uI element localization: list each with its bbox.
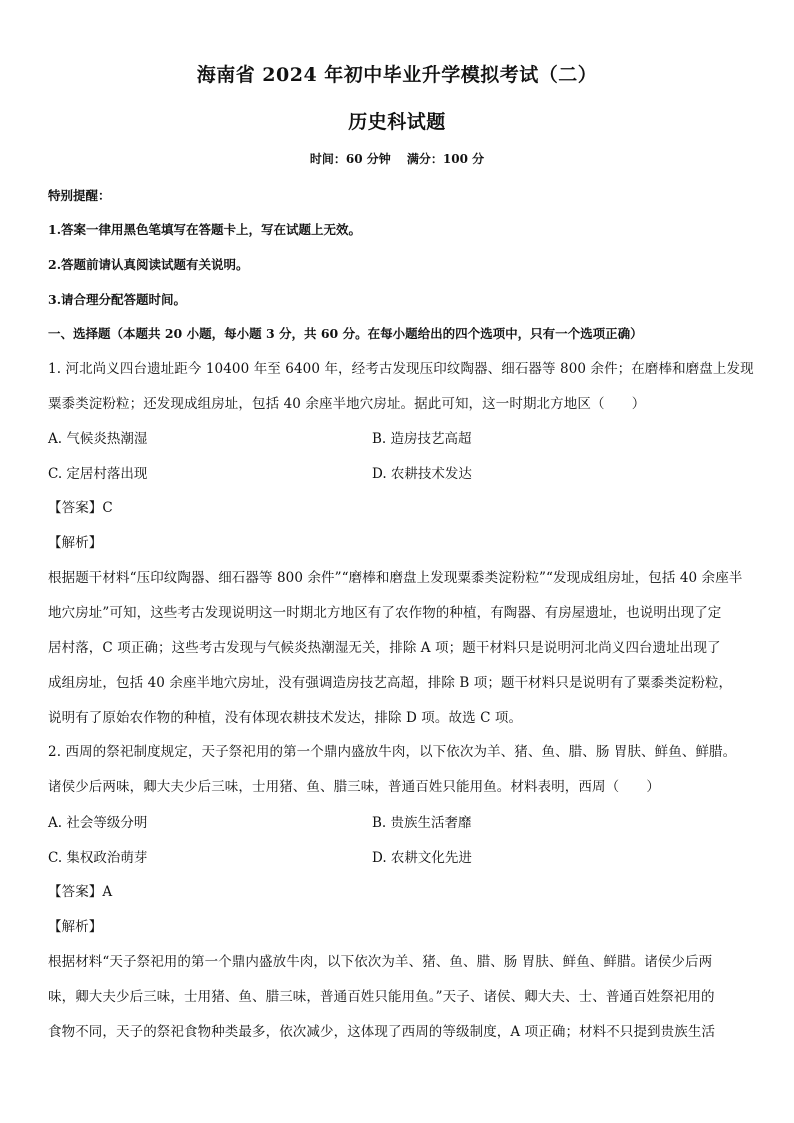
question-1-analysis-line: 成组房址，包括 40 余座半地穴房址，没有强调造房技艺高超，排除 B 项；题干材料只是说明有了粟黍类淀粉粒， xyxy=(48,675,733,691)
exam-score: 满分：100 分 xyxy=(406,152,485,166)
notice-item: 3.请合理分配答题时间。 xyxy=(48,292,187,307)
question-2-analysis-line: 食物不同，天子的祭祀食物种类最多，依次减少，这体现了西周的等级制度，A 项正确；材料不只提到贵族生活 xyxy=(48,1024,716,1040)
question-2-analysis-label: 【解析】 xyxy=(48,919,103,935)
question-1-analysis-label: 【解析】 xyxy=(48,535,103,551)
notice-item: 1.答案一律用黑色笔填写在答题卡上，写在试题上无效。 xyxy=(48,222,362,237)
question-1-option-a: A. 气候炎热潮湿 xyxy=(48,431,148,447)
question-1-analysis-line: 地穴房址”可知，这些考古发现说明这一时期北方地区有了农作物的种植，有陶器、有房屋遗址，也说明出现了定 xyxy=(48,605,722,621)
exam-title: 海南省 2024 年初中毕业升学模拟考试（二） xyxy=(196,64,598,86)
question-1-option-c: C. 定居村落出现 xyxy=(48,466,148,482)
question-1-analysis-line: 居村落，C 项正确；这些考古发现与气候炎热潮湿无关，排除 A 项；题干材料只是说明河北尚义四台遗址出现了 xyxy=(48,640,721,656)
question-1-stem-line: 1. 河北尚义四台遗址距今 10400 年至 6400 年，经考古发现压印纹陶器、细石器等 800 余件；在磨棒和磨盘上发现 xyxy=(48,361,754,377)
question-1-option-b: B. 造房技艺高超 xyxy=(372,431,472,447)
question-2-stem-line: 诸侯少后两味，卿大夫少后三味，士用猪、鱼、腊三味，普通百姓只能用鱼。材料表明，西周（ ） xyxy=(48,779,660,795)
question-2-analysis-line: 根据材料“天子祭祀用的第一个鼎内盛放牛肉，以下依次为羊、猪、鱼、腊、肠 胃肤、鲜鱼、鲜腊。诸侯少后两 xyxy=(48,954,713,970)
section-heading: 一、选择题（本题共 20 小题，每小题 3 分，共 60 分。在每小题给出的四个选项中，只有一个选项正确） xyxy=(48,326,643,341)
notice-heading: 特别提醒： xyxy=(48,188,111,203)
question-1-answer: 【答案】C xyxy=(48,500,113,516)
question-2-answer: 【答案】A xyxy=(48,884,113,900)
question-2-option-d: D. 农耕文化先进 xyxy=(372,850,472,866)
question-1-analysis-line: 说明有了原始农作物的种植，没有体现农耕技术发达，排除 D 项。故选 C 项。 xyxy=(48,710,523,726)
question-2-option-a: A. 社会等级分明 xyxy=(48,815,148,831)
question-2-option-c: C. 集权政治萌芽 xyxy=(48,850,148,866)
question-1-stem-line: 粟黍类淀粉粒；还发现成组房址，包括 40 余座半地穴房址。据此可知，这一时期北方地区（ ） xyxy=(48,396,646,412)
question-2-option-b: B. 贵族生活奢靡 xyxy=(372,815,472,831)
question-2-stem-line: 2. 西周的祭祀制度规定，天子祭祀用的第一个鼎内盛放牛肉，以下依次为羊、猪、鱼、腊、肠 胃肤、鲜鱼、鲜腊。 xyxy=(48,744,737,760)
question-2-analysis-line: 味，卿大夫少后三味，士用猪、鱼、腊三味，普通百姓只能用鱼。”天子、诸侯、卿大夫、士、普通百姓祭祀用的 xyxy=(48,989,715,1005)
notice-item: 2.答题前请认真阅读试题有关说明。 xyxy=(48,257,249,272)
exam-subject: 历史科试题 xyxy=(348,111,446,133)
question-1-option-d: D. 农耕技术发达 xyxy=(372,466,472,482)
question-1-analysis-line: 根据题干材料“压印纹陶器、细石器等 800 余件”“磨棒和磨盘上发现粟黍类淀粉粒”“发现成组房址，包括 40 余座半 xyxy=(48,570,743,586)
exam-info xyxy=(0,150,794,167)
exam-time: 时间：60 分钟 xyxy=(309,152,391,166)
